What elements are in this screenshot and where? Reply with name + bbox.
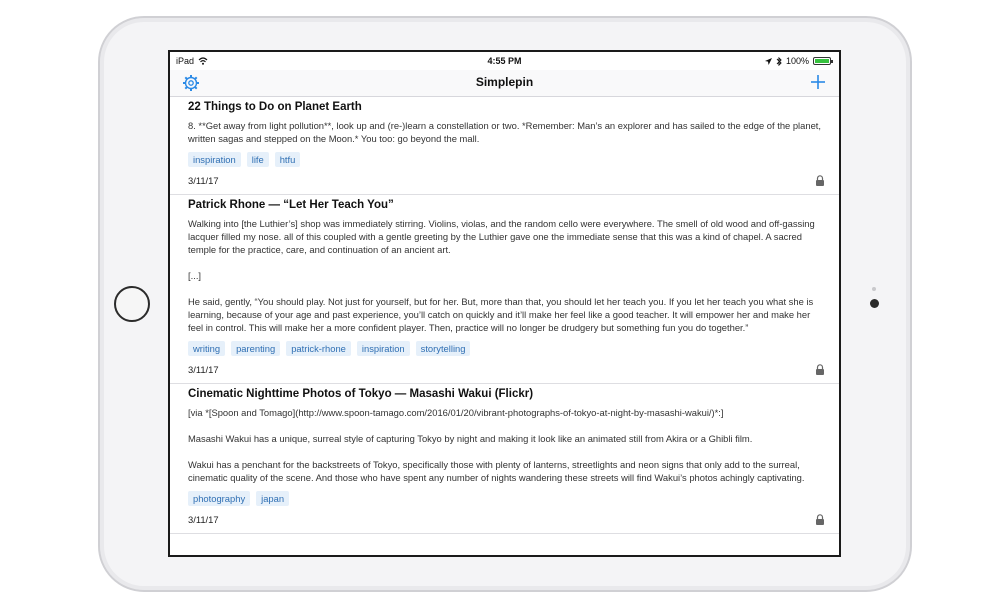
light-sensor — [872, 287, 876, 291]
tag-list — [188, 152, 825, 167]
device-label: iPad — [176, 56, 195, 66]
lock-icon — [815, 175, 825, 186]
bookmark-description — [188, 217, 825, 334]
bookmark-description — [188, 406, 825, 484]
description-paragraph: He said, gently, “You should play. Not just for yourself, but for her. But, more than that, you should let her teach you. If you let her teach you what she is learning, because of your age and past experience, you’ll catch on quickly and it’ll make her feel like a good teacher. It will empower her and make her feel in control. This will make her a more confident player. Then, practice will no longer be drudgery but something fun you do together.” — [188, 296, 814, 333]
plus-icon[interactable] — [809, 72, 827, 92]
bookmark-title[interactable]: Patrick Rhone — “Let Her Teach You” — [188, 199, 394, 211]
lock-icon — [815, 514, 825, 525]
battery-percent: 100% — [785, 56, 809, 66]
bookmark-title[interactable]: Cinematic Nighttime Photos of Tokyo — Masashi Wakui (Flickr) — [188, 388, 534, 400]
description-paragraph: Wakui has a penchant for the backstreets of Tokyo, specifically those with plenty of lanterns, streetlights and neon signs that only add to the surreal, cinematic quality of the scene. And those who have spent any number of nights wandering these streets will find Wakui’s photos achingly captivating. — [188, 459, 805, 483]
tag[interactable]: patrick-rhone — [286, 341, 351, 356]
tag[interactable]: inspiration — [188, 152, 241, 167]
lock-icon — [815, 364, 825, 375]
bookmark-date: 3/11/17 — [188, 175, 219, 186]
tag[interactable]: inspiration — [357, 341, 410, 356]
front-camera — [870, 299, 879, 308]
description-paragraph: 8. **Get away from light pollution**, look up and (re-)learn a constellation or two. *Remember: Man’s an explorer and has sailed to the edge of the planet, written sagas and stepped on the Moon.* You too: go beyond the mall. — [188, 120, 821, 144]
bookmark-item[interactable] — [170, 195, 839, 384]
tag-list — [188, 491, 825, 506]
bookmark-item[interactable] — [170, 384, 839, 534]
battery-icon — [813, 57, 831, 65]
home-button[interactable] — [114, 286, 150, 322]
tag[interactable]: photography — [188, 491, 250, 506]
bookmark-list — [170, 97, 839, 555]
bookmark-description — [188, 119, 825, 145]
app-screen — [168, 50, 841, 557]
description-paragraph: Masashi Wakui has a unique, surreal style of capturing Tokyo by night and making it look like an animated still from Akira or a Ghibli film. — [188, 433, 753, 444]
description-paragraph: [...] — [188, 270, 202, 281]
description-paragraph: [via *[Spoon and Tomago](http://www.spoon-tamago.com/2016/01/20/vibrant-photographs-of-tokyo-at-night-by-masashi-wakui/)*:] — [188, 407, 724, 418]
status-bar — [170, 52, 839, 70]
tag[interactable]: parenting — [231, 341, 280, 356]
bookmark-item[interactable] — [170, 97, 839, 195]
tag-list — [188, 341, 825, 356]
tag[interactable]: htfu — [275, 152, 301, 167]
app-title: Simplepin — [475, 75, 534, 89]
status-time: 4:55 PM — [487, 56, 522, 66]
bluetooth-icon — [776, 57, 782, 66]
tag[interactable]: storytelling — [416, 341, 471, 356]
tag[interactable]: life — [247, 152, 269, 167]
description-paragraph: Walking into [the Luthier’s] shop was immediately stirring. Violins, violas, and the random cello were everywhere. The smell of old wood and off-gassing lacquer filled my nose. all of this coupled with a gentle greeting by the Luthier gave one the immediate sense that this was a kind of chapel. A sacred temple for the practice, care, and continuation of an ancient art. — [188, 218, 815, 255]
bookmark-date: 3/11/17 — [188, 364, 219, 375]
navigation-bar — [170, 70, 839, 97]
bookmark-date: 3/11/17 — [188, 514, 219, 525]
tag[interactable]: japan — [256, 491, 289, 506]
bookmark-title[interactable]: 22 Things to Do on Planet Earth — [188, 101, 362, 113]
tag[interactable]: writing — [188, 341, 225, 356]
location-arrow-icon — [765, 58, 772, 65]
